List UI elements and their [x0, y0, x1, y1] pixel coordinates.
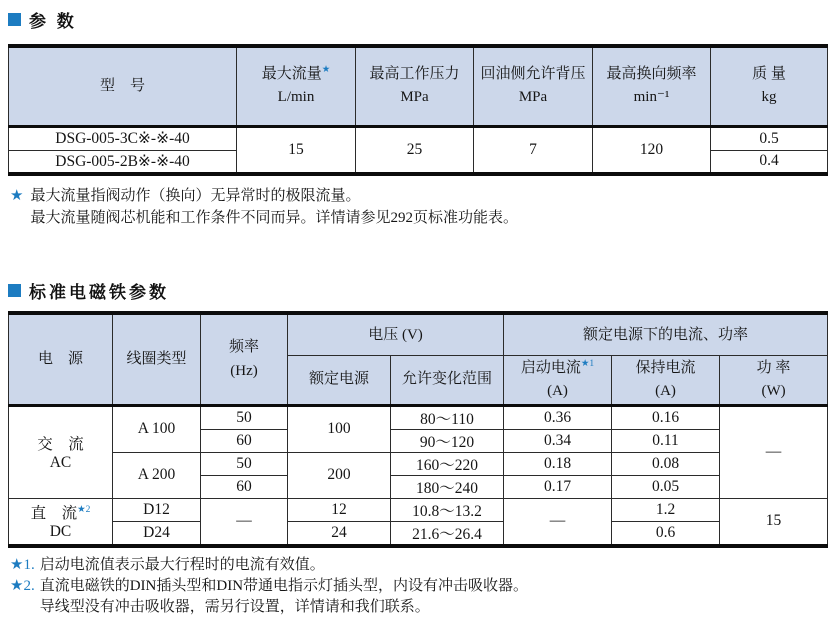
- cell-coil-a200: A 200: [113, 452, 201, 498]
- blue-square-icon: [8, 13, 21, 26]
- cell-power-dc-en: DC: [49, 523, 72, 541]
- cell-max-flow: 15: [237, 126, 356, 174]
- table-row-model-3c: [9, 126, 828, 150]
- footnote-1-text: 启动电流值表示最大行程时的电流有效值。: [39, 556, 325, 573]
- footnote-2: [10, 576, 831, 619]
- table-row-d24: [9, 521, 828, 546]
- footnote-1: [10, 555, 831, 576]
- cell-back-pressure: 7: [474, 126, 593, 174]
- cell-wattage-dc: 15: [720, 498, 828, 546]
- header-wattage-label: 功 率: [756, 359, 791, 376]
- cell-max-frequency: 120: [593, 126, 711, 174]
- section-spacer: [8, 229, 831, 279]
- cell-coil-a100: A 100: [113, 405, 201, 452]
- cell-model-2b: DSG-005-2B※-※-40: [9, 150, 237, 174]
- cell-rated-200: 200: [288, 452, 391, 498]
- cell-max-pressure: 25: [356, 126, 474, 174]
- header-model: [9, 46, 237, 126]
- star-icon: ★: [321, 65, 331, 75]
- header-holding-current-unit: (A): [655, 382, 676, 399]
- header-holding-current-label: 保持电流: [635, 359, 696, 376]
- footnote-2-line1: 直流电磁铁的DIN插头型和DIN带通电指示灯插头型，内设有冲击吸收器。: [39, 578, 529, 595]
- cell-coil-d12: D12: [113, 498, 201, 521]
- cell-power-ac-en: AC: [49, 454, 72, 472]
- header-max-flow: [237, 46, 356, 126]
- star-icon: ★: [10, 188, 24, 204]
- cell-freq-dc: —: [201, 498, 288, 546]
- cell-inrush-018: 0.18: [504, 452, 612, 475]
- table-row-a200-50: [9, 452, 828, 475]
- header-allowable-range: 允许变化范围: [391, 355, 504, 405]
- solenoid-header-group-row: [9, 313, 828, 355]
- solenoid-footnotes: [10, 555, 831, 619]
- header-frequency-label: 频率: [228, 339, 259, 356]
- cell-hold-06: 0.6: [612, 521, 720, 546]
- solenoid-parameters-table: [8, 311, 828, 548]
- header-max-flow-label: 最大流量: [261, 66, 322, 82]
- cell-model-3c: DSG-005-3C※-※-40: [9, 126, 237, 150]
- header-max-pressure-unit: MPa: [400, 89, 429, 106]
- header-mass: [711, 46, 828, 126]
- cell-power-dc: [9, 498, 113, 546]
- blue-square-icon: [8, 284, 21, 297]
- cell-hold-005: 0.05: [612, 475, 720, 498]
- star1-icon: ★1.: [10, 556, 35, 573]
- cell-rated-24: 24: [288, 521, 391, 546]
- header-mass-unit: kg: [761, 89, 777, 106]
- cell-range-216-264: 21.6～26.4: [391, 521, 504, 546]
- cell-rated-12: 12: [288, 498, 391, 521]
- cell-mass-3c: 0.5: [711, 126, 828, 150]
- cell-freq-60: 60: [201, 475, 288, 498]
- cell-inrush-034: 0.34: [504, 429, 612, 452]
- cell-hold-011: 0.11: [612, 429, 720, 452]
- cell-range-80-110: 80～110: [391, 405, 504, 429]
- header-max-frequency-unit: min⁻¹: [633, 89, 670, 106]
- section1-title-text: 参 数: [29, 11, 77, 31]
- section1-title: [8, 8, 831, 30]
- header-back-pressure: [474, 46, 593, 126]
- cell-mass-2b: 0.4: [711, 150, 828, 174]
- header-frequency: [201, 313, 288, 405]
- cell-inrush-036: 0.36: [504, 405, 612, 429]
- cell-inrush-017: 0.17: [504, 475, 612, 498]
- cell-power-dc-cn: 直 流: [30, 505, 78, 523]
- header-model-label: 型 号: [99, 77, 145, 94]
- cell-range-108-132: 10.8～13.2: [391, 498, 504, 521]
- header-inrush-current: [504, 355, 612, 405]
- cell-inrush-dc: —: [504, 498, 612, 546]
- parameters-header-row: [9, 46, 828, 126]
- cell-freq-50: 50: [201, 405, 288, 429]
- star2-icon: ★2.: [10, 578, 35, 595]
- header-current-power-group: 额定电源下的电流、功率: [504, 313, 828, 355]
- header-max-flow-unit: L/min: [277, 89, 315, 106]
- cell-hold-008: 0.08: [612, 452, 720, 475]
- header-wattage-unit: (W): [761, 382, 786, 399]
- header-rated-voltage: 额定电源: [288, 355, 391, 405]
- header-max-pressure-label: 最高工作压力: [369, 66, 460, 82]
- cell-rated-100: 100: [288, 405, 391, 452]
- cell-power-ac: [9, 405, 113, 498]
- header-frequency-unit: (Hz): [230, 362, 258, 379]
- header-mass-label: 质 量: [752, 66, 786, 82]
- section2-title: [8, 279, 831, 301]
- cell-range-90-120: 90～120: [391, 429, 504, 452]
- cell-wattage-ac: —: [720, 405, 828, 498]
- table-row-d12: [9, 498, 828, 521]
- max-flow-note-line1: 最大流量指阀动作（换向）无异常时的极限流量。: [30, 188, 361, 204]
- header-coil-type: 线圈类型: [113, 313, 201, 405]
- cell-range-160-220: 160～220: [391, 452, 504, 475]
- header-power-source: 电 源: [9, 313, 113, 405]
- cell-hold-016: 0.16: [612, 405, 720, 429]
- header-inrush-current-unit: (A): [547, 382, 568, 399]
- header-holding-current: [612, 355, 720, 405]
- header-max-pressure: [356, 46, 474, 126]
- star1-icon: ★1: [580, 358, 595, 369]
- max-flow-note-line2: 最大流量随阀芯机能和工作条件不同而异。详情请参见292页标准功能表。: [30, 210, 518, 227]
- table-row-a100-50: [9, 405, 828, 429]
- header-wattage: [720, 355, 828, 405]
- star2-icon: ★2: [77, 505, 91, 516]
- footnote-2-line2: 导线型没有冲击吸收器，需另行设置，详情请和我们联系。: [39, 599, 430, 616]
- header-max-frequency: [593, 46, 711, 126]
- header-back-pressure-unit: MPa: [518, 89, 548, 106]
- header-inrush-current-label: 启动电流: [520, 359, 581, 376]
- max-flow-note: [10, 185, 831, 229]
- parameters-table: [8, 44, 828, 176]
- cell-coil-d24: D24: [113, 521, 201, 546]
- cell-freq-60: 60: [201, 429, 288, 452]
- cell-range-180-240: 180～240: [391, 475, 504, 498]
- header-back-pressure-label: 回油侧允许背压: [480, 66, 586, 82]
- cell-hold-12: 1.2: [612, 498, 720, 521]
- header-max-frequency-label: 最高换向频率: [606, 66, 697, 82]
- cell-power-ac-cn: 交 流: [37, 436, 84, 454]
- cell-freq-50: 50: [201, 452, 288, 475]
- section2-title-text: 标准电磁铁参数: [29, 282, 169, 302]
- header-voltage-group: 电压 (V): [288, 313, 504, 355]
